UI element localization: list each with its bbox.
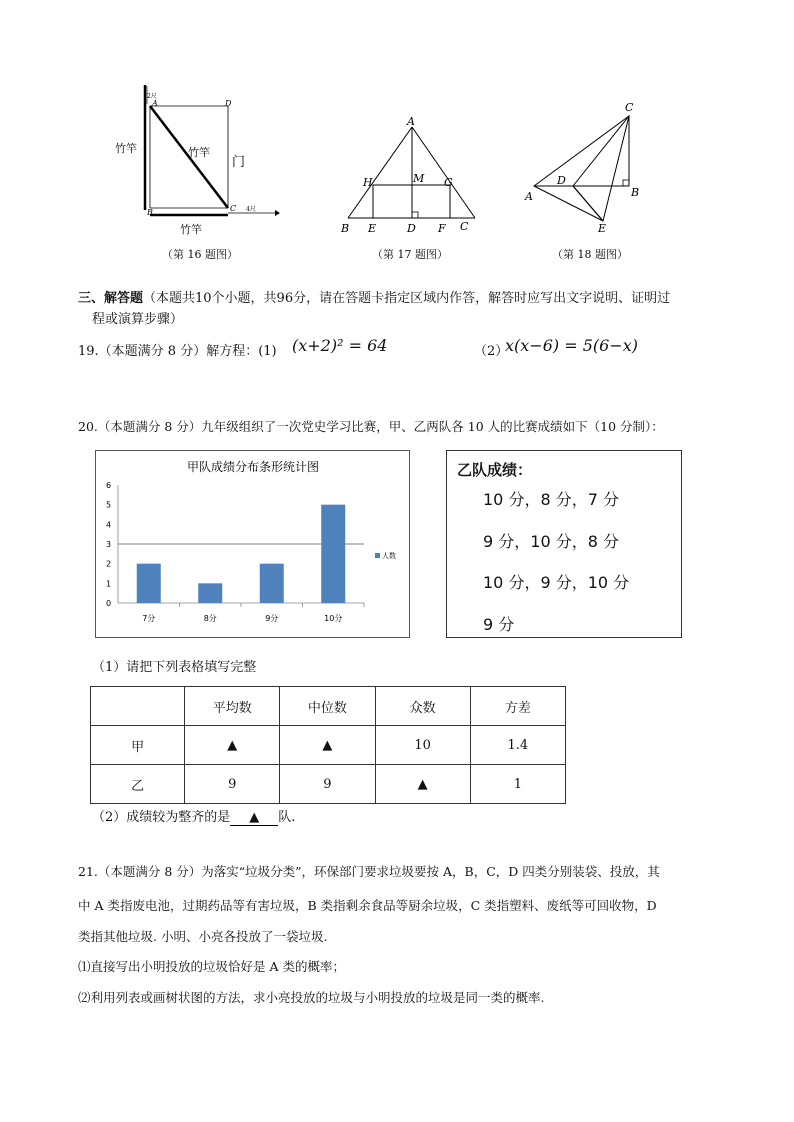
chart-legend-label: 人数: [382, 552, 396, 560]
table-cell: 10: [375, 726, 470, 765]
q21-line-1: 21.（本题满分 8 分）为落实“垃圾分类”，环保部门要求垃圾要按 A，B，C，D 四类分别装袋、投放，其: [78, 864, 660, 879]
chart-x-tick-label: 7分: [142, 614, 156, 623]
fig16-caption: （第 16 题图）: [162, 248, 238, 261]
q20-table: [90, 686, 566, 804]
table-cell: 9: [280, 765, 375, 804]
fig16-label-door: 门: [232, 155, 246, 170]
figure-16: [110, 80, 290, 240]
svg-text:A: A: [152, 99, 158, 108]
q20-part1: （1）请把下列表格填写完整: [92, 660, 257, 675]
table-cell: ▲: [375, 765, 470, 804]
team-jia-bar-chart: [96, 451, 409, 637]
q19-lead: 19.（本题满分 8 分）解方程：(1): [78, 344, 277, 359]
svg-text:E: E: [368, 222, 377, 235]
fig16-label-bottom: 竹竿: [180, 223, 202, 236]
section3-line2: 程或演算步骤）: [92, 312, 184, 327]
chart-bar: [321, 505, 345, 603]
table-cell: 甲: [91, 726, 185, 765]
chart-x-tick-label: 10分: [324, 614, 343, 623]
fig16-label-left: 竹竿: [115, 142, 137, 155]
svg-text:H: H: [363, 176, 373, 189]
section3-heading: 三、解答题: [78, 291, 144, 306]
q19-part2: （2）: [474, 344, 509, 359]
chart-frame: [95, 450, 410, 638]
chart-bar: [198, 583, 222, 603]
svg-text:B: B: [341, 222, 350, 235]
table-cell: ▲: [185, 726, 280, 765]
answer-blank: ▲: [230, 810, 278, 826]
fig16-right-dim: 4尺: [246, 206, 256, 213]
svg-text:F: F: [438, 222, 446, 235]
table-header-cell: 众数: [375, 687, 470, 726]
chart-x-tick-label: 9分: [265, 614, 279, 623]
table-cell: 9: [185, 765, 280, 804]
q21-line-5: ⑵利用列表或画树状图的方法，求小亮投放的垃圾与小明投放的垃圾是同一类的概率.: [78, 990, 545, 1005]
svg-text:E: E: [598, 222, 607, 235]
table-row: [91, 726, 566, 765]
fig16-top-dim: 2尺: [147, 93, 157, 100]
fig16-label-diag: 竹竿: [188, 146, 210, 159]
chart-title: 甲队成绩分布条形统计图: [186, 460, 320, 474]
figure-17: [335, 110, 485, 236]
chart-x-tick-label: 8分: [203, 614, 217, 623]
table-header-cell: 中位数: [280, 687, 375, 726]
chart-y-tick-label: 0: [106, 599, 112, 608]
table-row: [91, 765, 566, 804]
team-yi-line-3: 10 分，9 分，10 分: [483, 573, 630, 592]
q20-intro: 20.（本题满分 8 分）九年级组织了一次党史学习比赛，甲、乙两队各 10 人的比赛成绩如下（10 分制）：: [78, 419, 664, 434]
svg-text:C: C: [230, 204, 237, 213]
chart-legend-swatch: [375, 553, 380, 558]
table-header-cell: 平均数: [185, 687, 280, 726]
team-yi-scores-box: [446, 450, 682, 638]
table-cell: 1.4: [470, 726, 565, 765]
table-cell: 乙: [91, 765, 185, 804]
team-yi-title: 乙队成绩：: [457, 461, 533, 479]
svg-text:G: G: [444, 176, 453, 189]
svg-text:B: B: [147, 208, 153, 217]
svg-text:D: D: [407, 222, 416, 235]
svg-text:A: A: [407, 115, 415, 128]
q21-line-4: ⑴直接写出小明投放的垃圾恰好是 A 类的概率；: [78, 959, 345, 974]
q20-part2: （2）成绩较为整齐的是 ▲ 队.: [92, 810, 296, 825]
svg-text:M: M: [413, 172, 425, 185]
svg-text:D: D: [225, 99, 232, 108]
table-header-cell: 方差: [470, 687, 565, 726]
chart-y-tick-label: 3: [106, 540, 112, 549]
section3-line1: 三、解答题（本题共10个小题，共96分，请在答题卡指定区域内作答，解答时应写出文字说明、证明过: [78, 291, 671, 306]
svg-text:B: B: [631, 186, 640, 199]
chart-y-tick-label: 6: [106, 481, 112, 490]
table-header-cell: [91, 687, 185, 726]
chart-y-tick-label: 5: [106, 500, 112, 510]
chart-y-tick-label: 4: [106, 520, 112, 530]
chart-y-tick-label: 2: [106, 559, 112, 569]
svg-text:C: C: [625, 101, 634, 114]
figure-18: [515, 96, 665, 236]
chart-y-tick-label: 1: [106, 579, 112, 589]
svg-text:D: D: [557, 174, 566, 187]
chart-bar: [137, 564, 161, 603]
q21-line-2: 中 A 类指废电池，过期药品等有害垃圾，B 类指剩余食品等厨余垃圾，C 类指塑料、废纸等可回收物，D: [78, 898, 657, 913]
fig18-caption: （第 18 题图）: [552, 248, 628, 261]
team-yi-line-1: 10 分，8 分，7 分: [483, 490, 619, 509]
q19-equation-2: x(x−6) = 5(6−x): [505, 336, 638, 355]
team-yi-line-2: 9 分，10 分，8 分: [483, 532, 619, 551]
table-header-row: [91, 687, 566, 726]
table-cell: ▲: [280, 726, 375, 765]
q21-line-3: 类指其他垃圾. 小明、小亮各投放了一袋垃圾.: [78, 929, 328, 944]
chart-bar: [260, 564, 284, 603]
table-cell: 1: [470, 765, 565, 804]
svg-text:C: C: [460, 220, 469, 233]
q19-equation-1: (x+2)² = 64: [292, 336, 388, 355]
team-yi-line-4: 9 分: [483, 615, 515, 634]
svg-text:A: A: [525, 190, 533, 203]
fig17-caption: （第 17 题图）: [372, 248, 448, 261]
